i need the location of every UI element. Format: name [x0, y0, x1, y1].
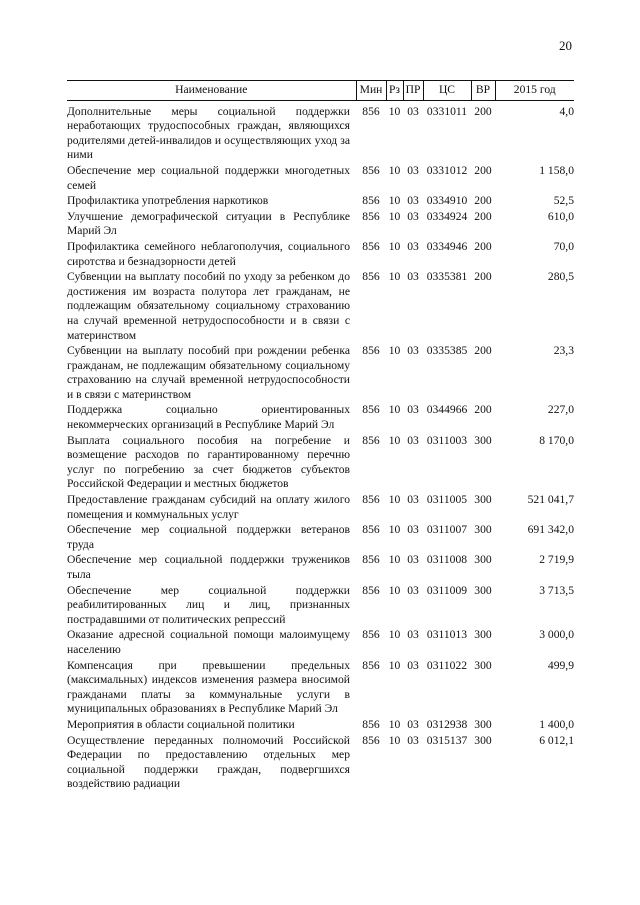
- row-pr: 03: [407, 239, 419, 253]
- row-rz: 10: [388, 717, 401, 731]
- row-cs: 0311007: [426, 523, 468, 537]
- row-min: 856: [362, 403, 380, 417]
- row-pr: 03: [407, 733, 419, 747]
- table-row: [67, 584, 574, 629]
- row-name: Выплата социального пособия на погребение и возмещение расходов по гарантированному перечню услуг по погребению за счет бюджетов субъектов Российской Федерации и местных бюджетов: [67, 433, 350, 491]
- row-pr: 03: [407, 194, 419, 208]
- row-min: 856: [362, 163, 380, 177]
- row-min: 856: [362, 628, 380, 642]
- row-amount: 499,9: [547, 658, 574, 672]
- row-pr: 03: [407, 163, 419, 177]
- row-name: Предоставление гражданам субсидий на оплату жилого помещения и коммунальных услуг: [67, 493, 350, 521]
- row-cs: 0334910: [426, 194, 468, 208]
- row-amount: 1 158,0: [539, 163, 574, 177]
- row-name: Поддержка социально ориентированных некоммерческих организаций в Республике Марий Эл: [67, 403, 350, 432]
- row-name: Обеспечение мер социальной поддержки реабилитированных лиц и лиц, признанных пострадавшими от политических репрессий: [67, 583, 350, 626]
- table-row: [67, 164, 574, 194]
- row-name: Профилактика употребления наркотиков: [67, 194, 269, 208]
- row-rz: 10: [388, 194, 401, 208]
- row-amount: 691 342,0: [527, 523, 574, 537]
- table-body: [67, 100, 574, 793]
- row-min: 856: [362, 523, 380, 537]
- row-min: 856: [362, 209, 380, 223]
- row-pr: 03: [407, 523, 419, 537]
- row-vr: 300: [474, 733, 492, 747]
- row-cs: 0331012: [426, 163, 468, 177]
- table-row: [67, 523, 574, 553]
- row-rz: 10: [388, 239, 401, 253]
- row-pr: 03: [407, 403, 419, 417]
- row-min: 856: [362, 493, 380, 507]
- row-amount: 70,0: [553, 239, 574, 253]
- row-cs: 0315137: [426, 733, 468, 747]
- row-amount: 8 170,0: [539, 433, 574, 447]
- row-cs: 0335381: [426, 270, 468, 284]
- row-amount: 2 719,9: [539, 553, 574, 567]
- header-vr: ВР: [471, 81, 495, 101]
- row-name: Обеспечение мер социальной поддержки многодетных семей: [67, 163, 350, 192]
- row-vr: 300: [474, 433, 492, 447]
- row-vr: 200: [474, 270, 492, 284]
- row-min: 856: [362, 104, 380, 118]
- row-name: Мероприятия в области социальной политики: [67, 717, 295, 731]
- table-row: [67, 734, 574, 793]
- row-vr: 300: [474, 553, 492, 567]
- row-cs: 0312938: [426, 717, 468, 731]
- row-rz: 10: [388, 658, 401, 672]
- row-pr: 03: [407, 658, 419, 672]
- table-row: [67, 240, 574, 270]
- row-amount: 6 012,1: [539, 733, 574, 747]
- row-pr: 03: [407, 553, 419, 567]
- row-vr: 300: [474, 523, 492, 537]
- row-vr: 300: [474, 583, 492, 597]
- row-rz: 10: [388, 163, 401, 177]
- table-row: [67, 210, 574, 240]
- row-min: 856: [362, 270, 380, 284]
- table-row: [67, 194, 574, 210]
- row-cs: 0344966: [426, 403, 468, 417]
- row-name: Осуществление переданных полномочий Российской Федерации по предоставлению отдельных мер социальной поддержки граждан, подвергшихся воздействию радиации: [67, 733, 350, 791]
- row-rz: 10: [388, 553, 401, 567]
- row-min: 856: [362, 433, 380, 447]
- row-rz: 10: [388, 104, 401, 118]
- row-name: Субвенции на выплату пособий при рождении ребенка гражданам, не подлежащим обязательному социальному страхованию на случай временной нетрудоспособности и в связи с материнством: [67, 344, 350, 401]
- row-min: 856: [362, 194, 380, 208]
- header-name: Наименование: [67, 81, 356, 101]
- row-vr: 300: [474, 628, 492, 642]
- row-name: Субвенции на выплату пособий по уходу за ребенком до достижения им возраста полутора лет гражданам, не подлежащим обязательному социальному страхованию на случай временной нетрудоспособности и в связи с материнством: [67, 270, 350, 342]
- row-cs: 0331011: [426, 104, 468, 118]
- row-name: Обеспечение мер социальной поддержки ветеранов труда: [67, 523, 350, 551]
- row-vr: 200: [474, 104, 492, 118]
- row-cs: 0311003: [426, 433, 468, 447]
- row-rz: 10: [388, 433, 401, 447]
- table-row: [67, 718, 574, 734]
- row-amount: 1 400,0: [539, 717, 574, 731]
- row-pr: 03: [407, 209, 419, 223]
- header-pr: ПР: [403, 81, 423, 101]
- row-min: 856: [362, 239, 380, 253]
- header-min: Мин: [356, 81, 386, 101]
- row-min: 856: [362, 553, 380, 567]
- row-rz: 10: [388, 628, 401, 642]
- table-row: [67, 628, 574, 658]
- row-rz: 10: [388, 493, 401, 507]
- row-pr: 03: [407, 270, 419, 284]
- row-rz: 10: [388, 270, 401, 284]
- row-vr: 200: [474, 209, 492, 223]
- header-rz: Рз: [386, 81, 403, 101]
- row-cs: 0311008: [426, 553, 468, 567]
- row-pr: 03: [407, 583, 419, 597]
- row-name: Дополнительные меры социальной поддержки неработающих трудоспособных граждан, являющихся родителями детей-инвалидов и осуществляющих уход за ними: [67, 104, 350, 162]
- row-rz: 10: [388, 209, 401, 223]
- table-row: [67, 553, 574, 583]
- row-amount: 52,5: [553, 194, 574, 208]
- row-cs: 0311009: [426, 583, 468, 597]
- row-name: Оказание адресной социальной помощи малоимущему населению: [67, 628, 350, 656]
- row-name: Компенсация при превышении предельных (максимальных) индексов изменения размера вносимой гражданами платы за коммунальные услуги в муниципальных образованиях в Республике Марий Эл: [67, 658, 350, 716]
- row-name: Профилактика семейного неблагополучия, социального сиротства и безнадзорности детей: [67, 239, 350, 268]
- row-pr: 03: [407, 493, 419, 507]
- row-cs: 0334946: [426, 239, 468, 253]
- row-amount: 280,5: [547, 270, 574, 284]
- table-row: [67, 434, 574, 493]
- table-header: [67, 81, 574, 101]
- table-row: [67, 493, 574, 523]
- row-rz: 10: [388, 523, 401, 537]
- header-year: 2015 год: [495, 81, 574, 101]
- row-name: Улучшение демографической ситуации в Республике Марий Эл: [67, 209, 350, 238]
- header-cs: ЦС: [423, 81, 471, 101]
- row-vr: 200: [474, 194, 492, 208]
- table-row: [67, 100, 574, 164]
- row-amount: 3 000,0: [539, 628, 574, 642]
- budget-table: [67, 80, 574, 793]
- row-vr: 200: [474, 403, 492, 417]
- row-cs: 0311022: [426, 658, 468, 672]
- row-amount: 521 041,7: [527, 493, 574, 507]
- row-min: 856: [362, 344, 380, 358]
- row-cs: 0335385: [426, 344, 468, 358]
- row-amount: 610,0: [547, 209, 574, 223]
- row-cs: 0311013: [426, 628, 468, 642]
- table-row: [67, 270, 574, 344]
- row-vr: 200: [474, 163, 492, 177]
- row-rz: 10: [388, 583, 401, 597]
- table-row: [67, 344, 574, 403]
- row-min: 856: [362, 583, 380, 597]
- row-name: Обеспечение мер социальной поддержки тружеников тыла: [67, 553, 350, 581]
- row-pr: 03: [407, 344, 419, 358]
- row-vr: 300: [474, 658, 492, 672]
- row-rz: 10: [388, 403, 401, 417]
- row-vr: 300: [474, 493, 492, 507]
- row-min: 856: [362, 733, 380, 747]
- row-amount: 23,3: [553, 344, 574, 358]
- row-rz: 10: [388, 733, 401, 747]
- row-vr: 200: [474, 344, 492, 358]
- row-min: 856: [362, 717, 380, 731]
- row-cs: 0311005: [426, 493, 468, 507]
- row-vr: 200: [474, 239, 492, 253]
- table-row: [67, 403, 574, 433]
- row-amount: 3 713,5: [539, 583, 574, 597]
- row-amount: 227,0: [547, 403, 574, 417]
- row-cs: 0334924: [426, 209, 468, 223]
- row-pr: 03: [407, 104, 419, 118]
- row-vr: 300: [474, 717, 492, 731]
- page-number: 20: [559, 38, 572, 53]
- row-pr: 03: [407, 628, 419, 642]
- row-pr: 03: [407, 717, 419, 731]
- row-amount: 4,0: [559, 104, 574, 118]
- row-pr: 03: [407, 433, 419, 447]
- table-row: [67, 659, 574, 718]
- row-rz: 10: [388, 344, 401, 358]
- row-min: 856: [362, 658, 380, 672]
